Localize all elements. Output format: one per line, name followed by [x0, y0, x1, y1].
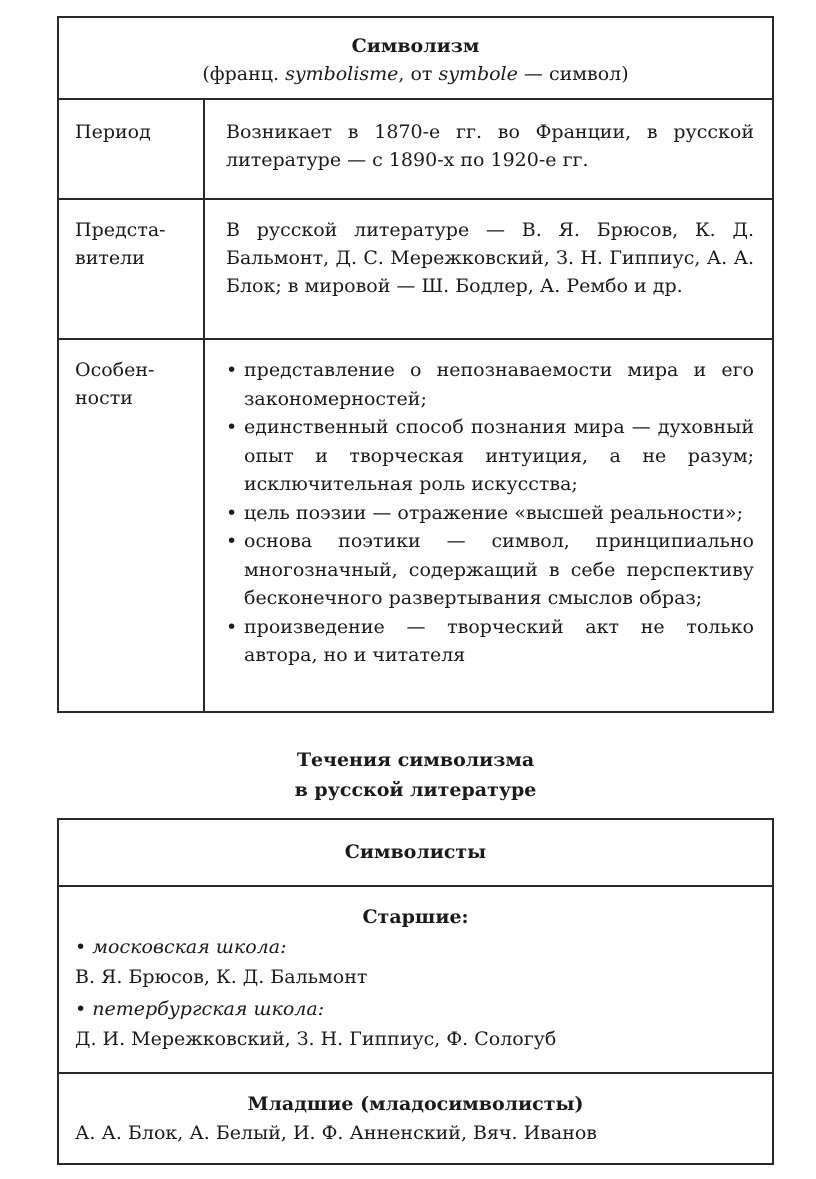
school-name: петербургская школа: [92, 998, 325, 1020]
heading-line-2: в русской литературе [294, 779, 537, 801]
bullet-icon: • [226, 359, 238, 381]
list-item-text: произведение — творческий акт не только автора, но и читателя [244, 615, 754, 666]
bullet-icon: • [226, 530, 238, 552]
label-part: вители [75, 247, 145, 269]
list-item [226, 413, 754, 499]
row-value [226, 356, 754, 670]
list-item-text: единственный способ познания мира — духовный опыт и творческая интуиция, а не разум; исключительная роль искусства; [244, 416, 754, 495]
list-item [226, 527, 754, 613]
school-name: московская школа: [92, 936, 287, 958]
bullet-icon: • [226, 416, 238, 438]
list-item [226, 499, 754, 528]
row-value: Возникает в 1870-е гг. во Франции, в русской литературе — с 1890-х по 1920-е гг. [226, 121, 754, 171]
list-item-text: основа поэтики — символ, принципиально многозначный, содержащий в себе перспективу бесконечного развертывания смыслов образ; [244, 530, 754, 609]
section-heading [57, 745, 774, 805]
junior-members: А. А. Блок, А. Белый, И. Ф. Анненский, Вяч. Иванов [75, 1122, 597, 1144]
symbolism-table [57, 16, 774, 713]
label-part: Предста- [75, 219, 166, 241]
table-row-period [59, 100, 772, 200]
list-item-text: представление о непознаваемости мира и его закономерностей; [244, 359, 754, 410]
list-item [226, 613, 754, 670]
list-item [226, 356, 754, 413]
row-label: Период [75, 121, 151, 143]
features-list [226, 356, 754, 670]
list-item-text: цель поэзии — отражение «высшей реальности»; [244, 501, 743, 524]
subtitle-suffix: — символ) [517, 63, 629, 85]
table-row-features [59, 340, 772, 711]
table-row-representatives [59, 200, 772, 340]
symbolists-table [57, 818, 774, 1165]
school-members: Д. И. Мережковский, З. Н. Гиппиус, Ф. Сологуб [75, 1028, 557, 1050]
subtitle-mid: , от [398, 63, 439, 85]
school-moscow [75, 933, 756, 991]
bullet-icon: • [75, 998, 87, 1020]
subtitle-term-symbole: symbole [438, 63, 518, 85]
label-part: ности [75, 387, 133, 409]
bullet-icon: • [226, 501, 238, 524]
table-header [59, 18, 772, 100]
row-label [75, 216, 195, 272]
table-subtitle [59, 60, 772, 88]
subtitle-term-symbolisme: symbolisme [285, 63, 399, 85]
school-members: В. Я. Брюсов, К. Д. Бальмонт [75, 966, 368, 988]
school-petersburg [75, 995, 756, 1053]
table-title: Символизм [351, 35, 480, 57]
row-value: В русской литературе — В. Я. Брюсов, К. Д. Бальмонт, Д. С. Мережковский, З. Н. Гиппиус, А. А. Блок; в мировой — Ш. Бодлер, А. Рембо и др. [226, 219, 754, 297]
junior-symbolists-section [59, 1074, 772, 1163]
senior-title: Старшие: [362, 906, 469, 928]
junior-title: Младшие (младосимволисты) [247, 1093, 584, 1115]
row-label [75, 356, 195, 412]
bullet-icon: • [75, 936, 87, 958]
senior-symbolists-section [59, 887, 772, 1074]
label-part: Особен- [75, 359, 155, 381]
symbolists-header: Символисты [59, 820, 772, 887]
bullet-icon: • [226, 615, 238, 638]
subtitle-prefix: (франц. [202, 63, 286, 85]
heading-line-1: Течения символизма [296, 749, 535, 771]
